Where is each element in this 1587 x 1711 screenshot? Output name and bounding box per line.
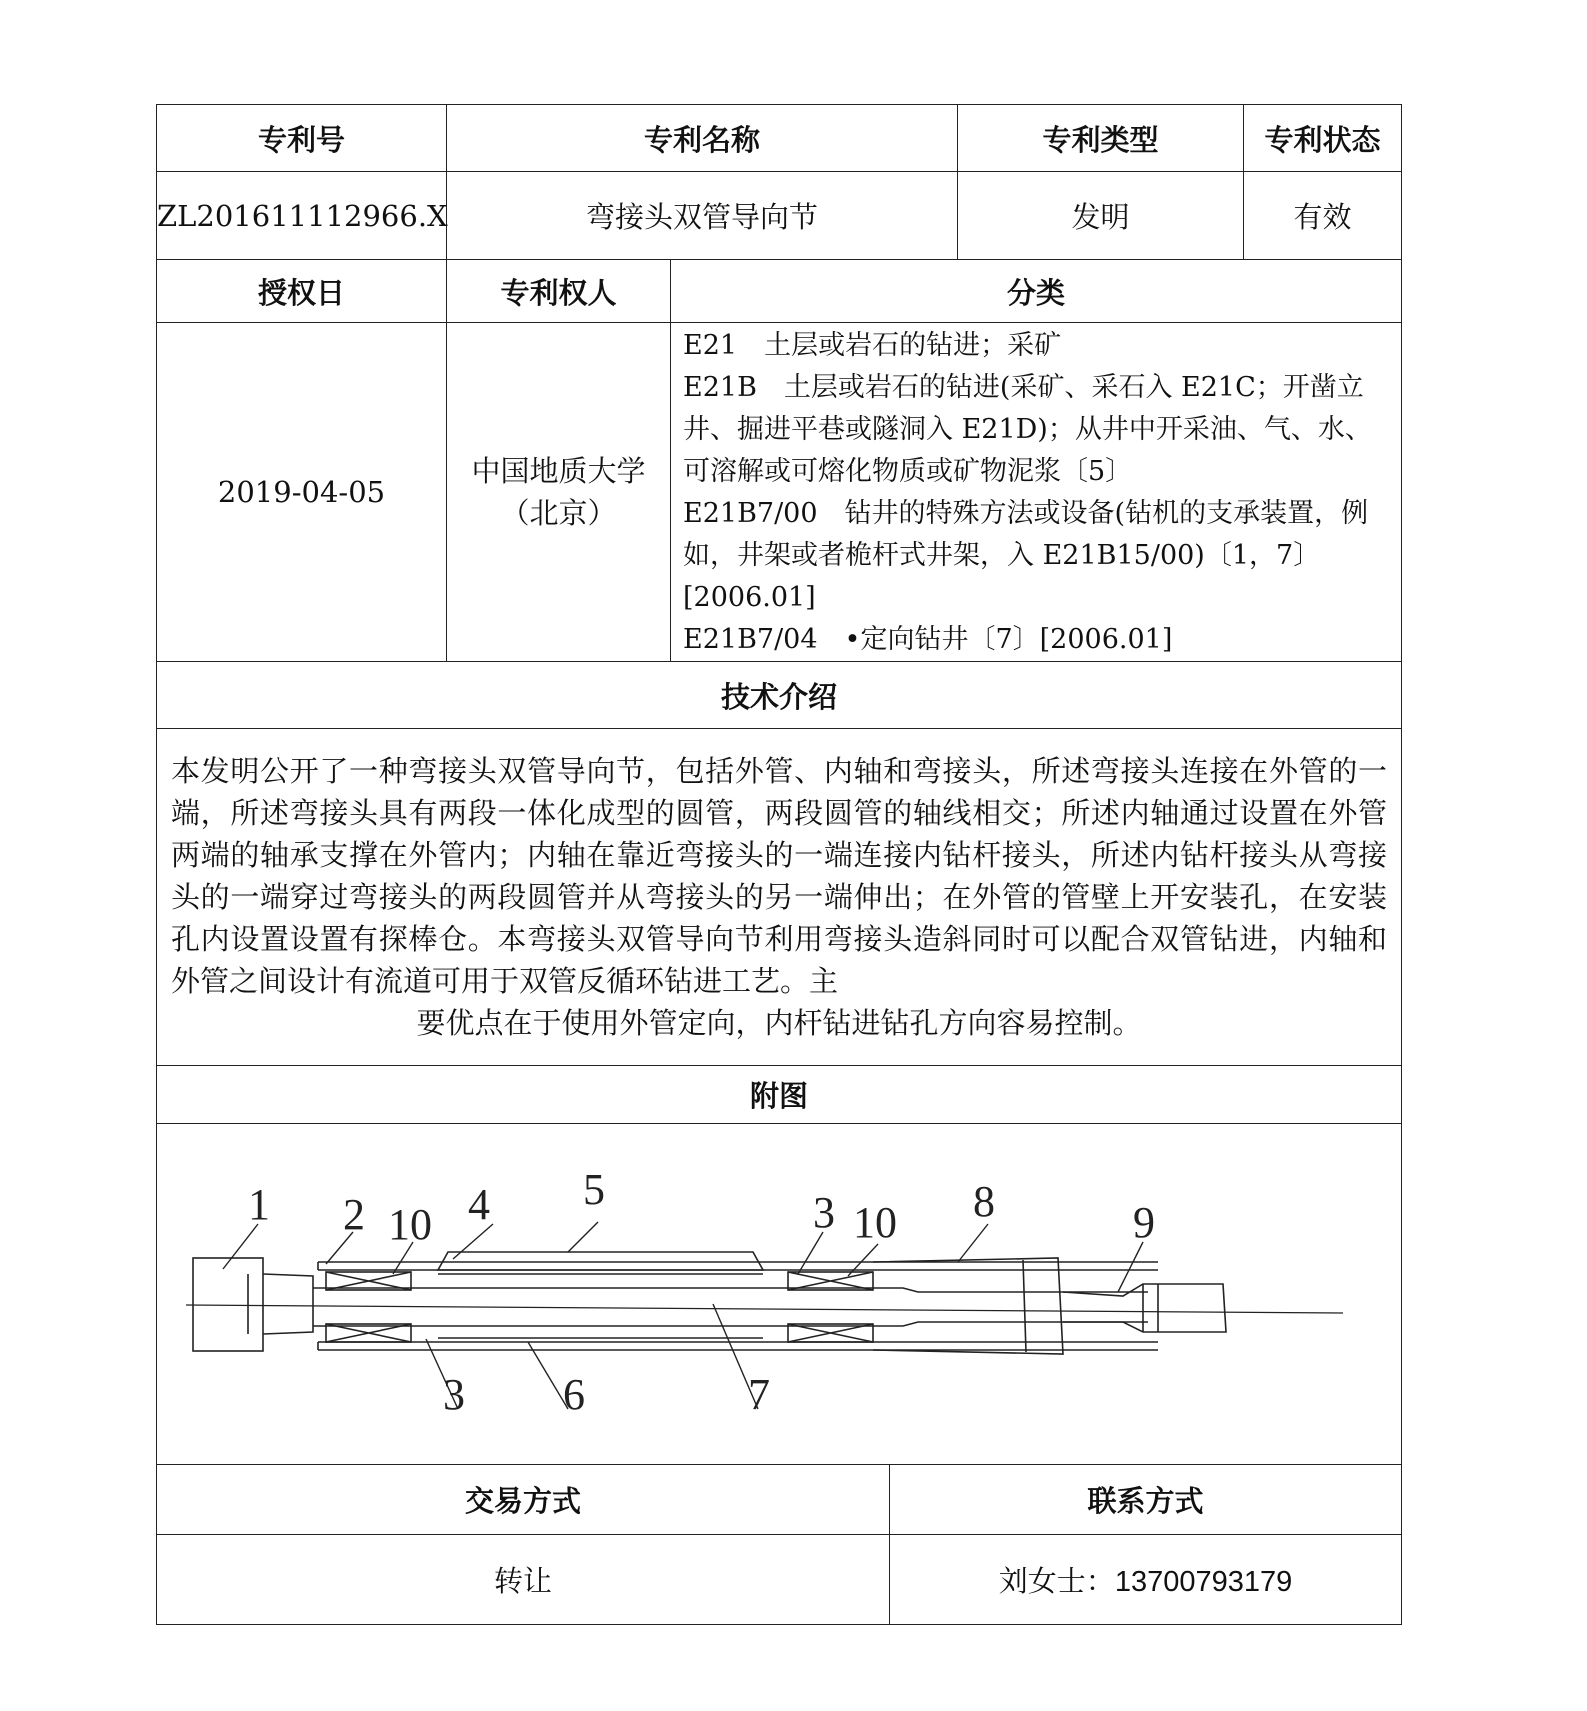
- classification-item: E21 土层或岩石的钻进；采矿: [683, 330, 1062, 361]
- classification-list: [671, 323, 1402, 662]
- patent-table: [156, 104, 1402, 1625]
- callout-label: 4: [467, 1180, 490, 1229]
- patentee-value: [447, 323, 671, 662]
- callout-label: 6: [562, 1370, 585, 1419]
- patent-no-header: 专利号: [157, 105, 447, 172]
- patent-drawing: [158, 1124, 1401, 1460]
- callout-label: 7: [747, 1370, 770, 1419]
- tech-intro-body: [157, 729, 1402, 1066]
- tech-intro-last-line: 要优点在于使用外管定向，内杆钻进钻孔方向容易控制。: [416, 1006, 1142, 1040]
- grant-date-value: 2019-04-05: [157, 323, 447, 662]
- figure-cell: [157, 1124, 1402, 1465]
- patent-status-value: 有效: [1244, 172, 1402, 260]
- patent-name-value: 弯接头双管导向节: [447, 172, 958, 260]
- contact-value: 刘女士：13700793179: [890, 1535, 1402, 1625]
- trade-method-header: 交易方式: [157, 1465, 890, 1535]
- grant-date-header: 授权日: [157, 260, 447, 323]
- patent-type-value: 发明: [958, 172, 1244, 260]
- callout-label: 10: [387, 1200, 432, 1249]
- patent-status-header: 专利状态: [1244, 105, 1402, 172]
- callout-label: 10: [852, 1198, 897, 1247]
- patentee-line-1: 中国地质大学: [471, 454, 646, 488]
- patent-type-header: 专利类型: [958, 105, 1244, 172]
- patent-name-header: 专利名称: [447, 105, 958, 172]
- tech-intro-header: 技术介绍: [157, 662, 1402, 729]
- callout-label: 3: [812, 1188, 835, 1237]
- callout-label: 5: [582, 1165, 605, 1214]
- patentee-line-2: （北京）: [500, 496, 617, 530]
- patent-no-value: ZL201611112966.X: [157, 172, 447, 260]
- patent-sheet: [156, 104, 1401, 1625]
- contact-header: 联系方式: [890, 1465, 1402, 1535]
- callout-label: 8: [972, 1177, 995, 1226]
- classification-item: E21B 土层或岩石的钻进(采矿、采石入 E21C；开凿立井、掘进平巷或隧洞入 E21D)；从井中开采油、气、水、可溶解或可熔化物质或矿物泥浆〔5〕: [683, 372, 1372, 487]
- figure-header: 附图: [157, 1066, 1402, 1124]
- callout-label: 1: [247, 1180, 270, 1229]
- tech-intro-text: 本发明公开了一种弯接头双管导向节，包括外管、内轴和弯接头，所述弯接头连接在外管的一端，所述弯接头具有两段一体化成型的圆管，两段圆管的轴线相交；所述内轴通过设置在外管两端的轴承支撑在外管内；内轴在靠近弯接头的一端连接内钻杆接头，所述内钻杆接头从弯接头的一端穿过弯接头的两段圆管并从弯接头的另一端伸出；在外管的管壁上开安装孔，在安装孔内设置设置有探棒仓。本弯接头双管导向节利用弯接头造斜同时可以配合双管钻进，内轴和外管之间设计有流道可用于双管反循环钻进工艺。主: [171, 754, 1388, 998]
- classification-item: E21B7/04 •定向钻井〔7〕[2006.01]: [683, 624, 1173, 655]
- callout-label: 3: [442, 1370, 465, 1419]
- contact-phone: 13700793179: [1114, 1566, 1293, 1598]
- classification-item: E21B7/00 钻井的特殊方法或设备(钻机的支承装置，例如，井架或者桅杆式井架，入 E21B15/00)〔1，7〕[2006.01]: [683, 498, 1369, 613]
- contact-name: 刘女士: [998, 1564, 1086, 1598]
- classification-header: 分类: [671, 260, 1402, 323]
- callout-label: 9: [1132, 1198, 1155, 1247]
- trade-method-value: 转让: [157, 1535, 890, 1625]
- callout-label: 2: [342, 1190, 365, 1239]
- patentee-header: 专利权人: [447, 260, 671, 323]
